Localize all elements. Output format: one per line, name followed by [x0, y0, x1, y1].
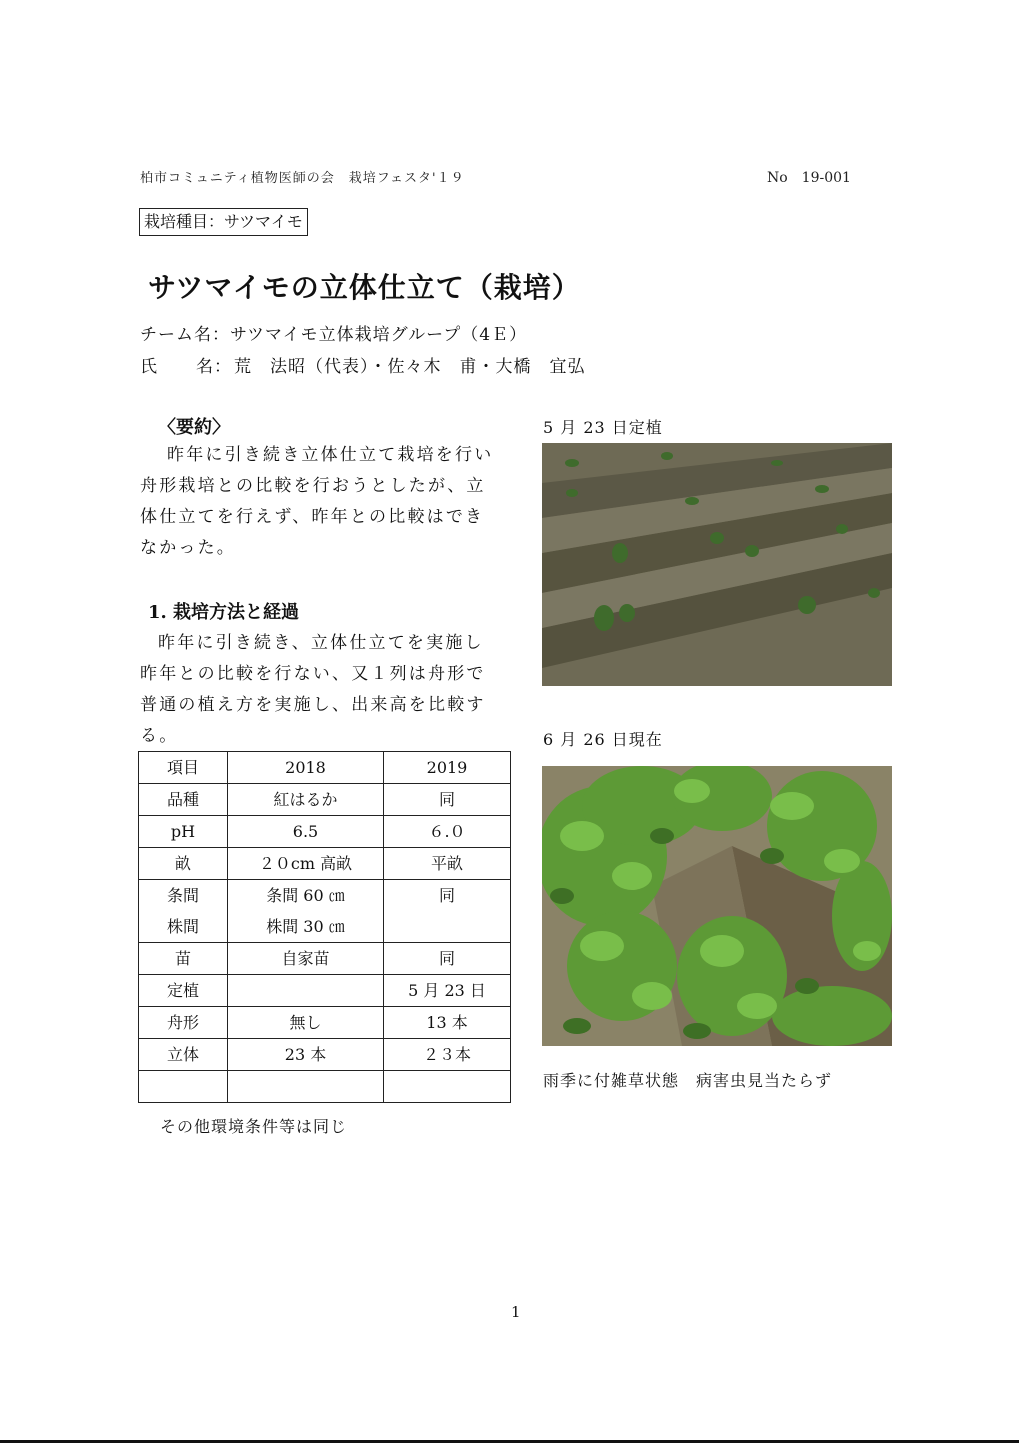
table-cell: 同 [384, 943, 511, 975]
field-photo-planting [542, 443, 892, 686]
table-row [139, 943, 511, 975]
photo-current [542, 766, 892, 1046]
table-cell: ２０cm 高畝 [228, 848, 384, 880]
table-cell: 舟形 [139, 1007, 228, 1039]
table-cell: 2019 [384, 752, 511, 784]
photo-caption-planting: 5 月 23 日定植 [543, 418, 663, 437]
table-cell [228, 975, 384, 1007]
summary-text: 昨年に引き続き立体仕立て栽培を行い舟形栽培との比較を行おうとしたが、立体仕立てを行えず、昨年との比較はできなかった。 [140, 445, 494, 558]
cultivation-table [138, 751, 511, 1103]
table-row [139, 1039, 511, 1071]
field-photo-current [542, 766, 892, 1046]
cell-line: 条間 60 ㎝ [266, 886, 345, 905]
table-cell: 23 本 [228, 1039, 384, 1071]
table-cell [228, 1071, 384, 1103]
member-names [140, 352, 586, 377]
kind-label: 栽培種目：サツマイモ [139, 208, 308, 236]
table-cell [384, 880, 511, 943]
table-cell: 畝 [139, 848, 228, 880]
table-cell: 6.5 [228, 816, 384, 848]
table-cell: 紅はるか [228, 784, 384, 816]
table-cell: 自家苗 [228, 943, 384, 975]
table-cell: ６.０ [384, 816, 511, 848]
table-row [139, 752, 511, 784]
table-cell [228, 880, 384, 943]
page-bottom-border [0, 1440, 1019, 1443]
table-cell: 平畝 [384, 848, 511, 880]
table-cell: ２３本 [384, 1039, 511, 1071]
table-row [139, 975, 511, 1007]
names-label-2: 名： [196, 357, 232, 377]
table-cell: 苗 [139, 943, 228, 975]
table-cell [139, 1071, 228, 1103]
page-number: 1 [511, 1303, 521, 1321]
table-row [139, 816, 511, 848]
header-organization: 柏市コミュニティ植物医師の会 栽培フェスタ'１９ [140, 171, 465, 186]
table-cell: 同 [384, 784, 511, 816]
page-title: サツマイモの立体仕立て（栽培） [148, 271, 581, 304]
photo-caption-status: 雨季に付雑草状態 病害虫見当たらず [543, 1071, 833, 1090]
cell-line: 株間 [166, 917, 199, 936]
table-cell: 項目 [139, 752, 228, 784]
table-cell: 5 月 23 日 [384, 975, 511, 1007]
table-row [139, 848, 511, 880]
names-label-1: 氏 [140, 357, 158, 377]
table-row [139, 1071, 511, 1103]
table-cell: 13 本 [384, 1007, 511, 1039]
summary-heading: 〈要約〉 [158, 417, 230, 438]
table-cell [139, 880, 228, 943]
table-cell: 2018 [228, 752, 384, 784]
method-text: 昨年に引き続き、立体仕立てを実施し昨年との比較を行ない、又１列は舟形で普通の植え方を実施し、出来高を比較する。 [140, 633, 486, 746]
photo-caption-current: 6 月 26 日現在 [543, 730, 663, 749]
table-row [139, 880, 511, 943]
table-cell: 品種 [139, 784, 228, 816]
table-row [139, 784, 511, 816]
table-cell: 立体 [139, 1039, 228, 1071]
doc-number: No 19‐001 [767, 170, 851, 186]
table-cell [384, 1071, 511, 1103]
method-heading: 1. 栽培方法と経過 [148, 602, 300, 623]
team-name: チーム名：サツマイモ立体栽培グループ（4Ｅ） [140, 325, 528, 345]
cell-line: 条間 [166, 886, 199, 905]
names-value: 荒 法昭（代表）・佐々木 甫・大橋 宜弘 [234, 357, 586, 377]
cell-line: 株間 30 ㎝ [266, 917, 345, 936]
table-cell: 無し [228, 1007, 384, 1039]
table-cell: pH [139, 816, 228, 848]
table-row [139, 1007, 511, 1039]
photo-planting [542, 443, 892, 686]
table-cell: 定植 [139, 975, 228, 1007]
table-note: その他環境条件等は同じ [160, 1117, 348, 1136]
cell-line: 同 [438, 886, 455, 905]
